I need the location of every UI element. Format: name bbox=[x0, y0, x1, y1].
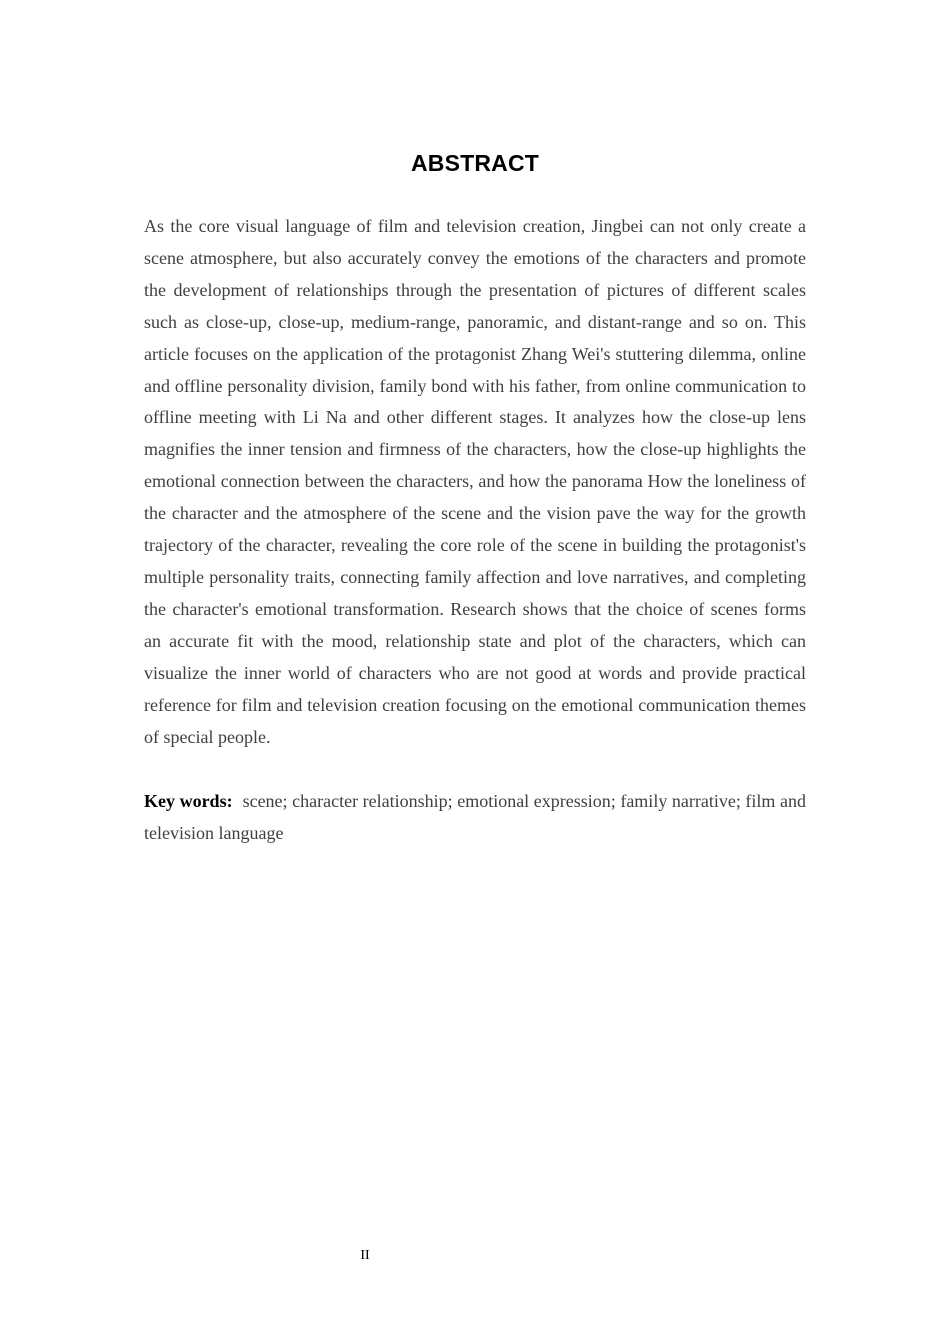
keywords-text: scene; character relationship; emotional expression; family narrative; film and television language bbox=[144, 791, 806, 843]
abstract-title: ABSTRACT bbox=[410, 150, 540, 176]
keywords-label: Key words: bbox=[144, 791, 233, 811]
page-number: II bbox=[360, 1248, 370, 1263]
abstract-body: As the core visual language of film and television creation, Jingbei can not only create a scene atmosphere, but also accurately convey the emotions of the characters and promote the development of relationships through the presentation of pictures of different scales such as close-up, close-up, medium-range, panoramic, and distant-range and so on. This article focuses on the application of the protagonist Zhang Wei's stuttering dilemma, online and offline personality division, family bond with his father, from online communication to offline meeting with Li Na and other different stages. It analyzes how the close-up lens magnifies the inner tension and firmness of the characters, how the close-up highlights the emotional connection between the characters, and how the panorama How the loneliness of the character and the atmosphere of the scene and the vision pave the way for the growth trajectory of the character, revealing the core role of the scene in building the protagonist's multiple personality traits, connecting family affection and love narratives, and completing the character's emotional transformation. Research shows that the choice of scenes forms an accurate fit with the mood, relationship state and plot of the characters, which can visualize the inner world of characters who are not good at words and provide practical reference for film and television creation focusing on the emotional communication themes of special people. bbox=[144, 216, 806, 747]
keywords-paragraph bbox=[144, 786, 806, 850]
